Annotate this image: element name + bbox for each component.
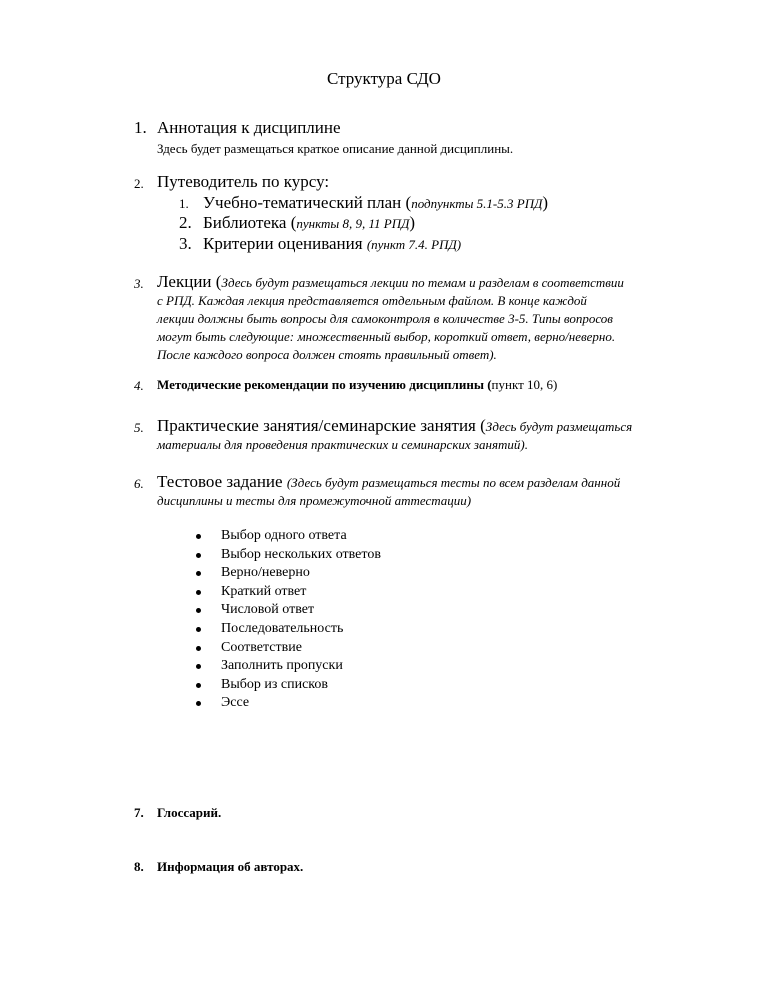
list-item: Числовой ответ [195,601,381,620]
section-6-note-2: дисциплины и тесты для промежуточной аттестации) [157,493,472,508]
list-item: Выбор нескольких ответов [195,546,381,565]
subsection-3-number: 3. [179,234,192,253]
subsection-1 [203,193,548,213]
section-7-heading: Глоссарий. [157,805,222,820]
list-item: Эссе [195,694,381,713]
list-item: Выбор из списков [195,676,381,695]
bullet-icon [196,534,201,539]
section-8-heading: Информация об авторах. [157,859,304,874]
section-4-tail: пункт 10, 6) [491,377,558,392]
page-title: Структура СДО [327,69,441,88]
section-4-heading: Методические рекомендации по изучению дисциплины ( [157,377,492,392]
section-3-note-1: Здесь будут размещаться лекции по темам и разделам в соответствии [221,275,624,290]
section-7-number: 7. [134,805,144,820]
test-types-list [195,527,381,713]
subsection-3-text: Критерии оценивания [203,234,367,253]
subsection-1-text: Учебно-тематический план ( [203,193,412,212]
bullet-icon [196,553,201,558]
section-3-note-2: с РПД. Каждая лекция представляется отдельным файлом. В конце каждой [157,293,587,308]
list-item: Верно/неверно [195,564,381,583]
section-2-number: 2. [134,176,144,191]
section-5-line-1 [157,416,632,436]
bullet-icon [196,608,201,613]
bullet-icon [196,627,201,632]
section-5-heading: Практические занятия/семинарские занятия ( [157,416,486,435]
subsection-3 [203,234,461,254]
section-5-note-2: материалы для проведения практических и семинарских занятий). [157,437,528,452]
bullet-icon [196,701,201,706]
subsection-1-close: ) [542,193,549,212]
list-item: Выбор одного ответа [195,527,381,546]
section-6-heading: Тестовое задание [157,472,287,491]
list-item: Последовательность [195,620,381,639]
section-4-number: 4. [134,378,144,393]
bullet-icon [196,646,201,651]
list-item: Соответствие [195,639,381,658]
bullet-icon [196,683,201,688]
section-3-line-1 [157,272,624,292]
subsection-2 [203,213,415,233]
section-1-number: 1. [134,118,147,137]
section-3-note-5: После каждого вопроса должен стоять правильный ответ). [157,347,497,362]
section-3-note-4: могут быть следующие: множественный выбор, короткий ответ, верно/неверно. [157,329,616,344]
section-5-number: 5. [134,420,144,435]
section-8-number: 8. [134,859,144,874]
bullet-icon [196,664,201,669]
subsection-3-note: (пункт 7.4. РПД) [366,237,462,252]
section-1-heading: Аннотация к дисциплине [157,118,341,137]
section-1-description: Здесь будет размещаться краткое описание данной дисциплины. [157,141,514,156]
list-item: Заполнить пропуски [195,657,381,676]
subsection-1-note: подпункты 5.1-5.3 РПД [411,196,543,211]
section-4-line [157,377,557,393]
section-5-note-1: Здесь будут размещаться [485,419,633,434]
section-3-heading: Лекции ( [157,272,222,291]
section-6-line-1 [157,472,620,492]
bullet-icon [196,571,201,576]
section-3-note-3: лекции должны быть вопросы для самоконтроля в количестве 3-5. Типы вопросов [157,311,613,326]
section-6-number: 6. [134,476,144,491]
section-6-note-1: (Здесь будут размещаться тесты по всем разделам данной [286,475,621,490]
list-item: Краткий ответ [195,583,381,602]
bullet-icon [196,590,201,595]
section-3-number: 3. [134,276,144,291]
section-2-heading: Путеводитель по курсу: [157,172,330,191]
subsection-2-number: 2. [179,213,192,232]
subsection-2-text: Библиотека ( [203,213,297,232]
subsection-2-note: пункты 8, 9, 11 РПД [296,216,410,231]
subsection-1-number: 1. [179,196,189,211]
subsection-2-close: ) [409,213,416,232]
